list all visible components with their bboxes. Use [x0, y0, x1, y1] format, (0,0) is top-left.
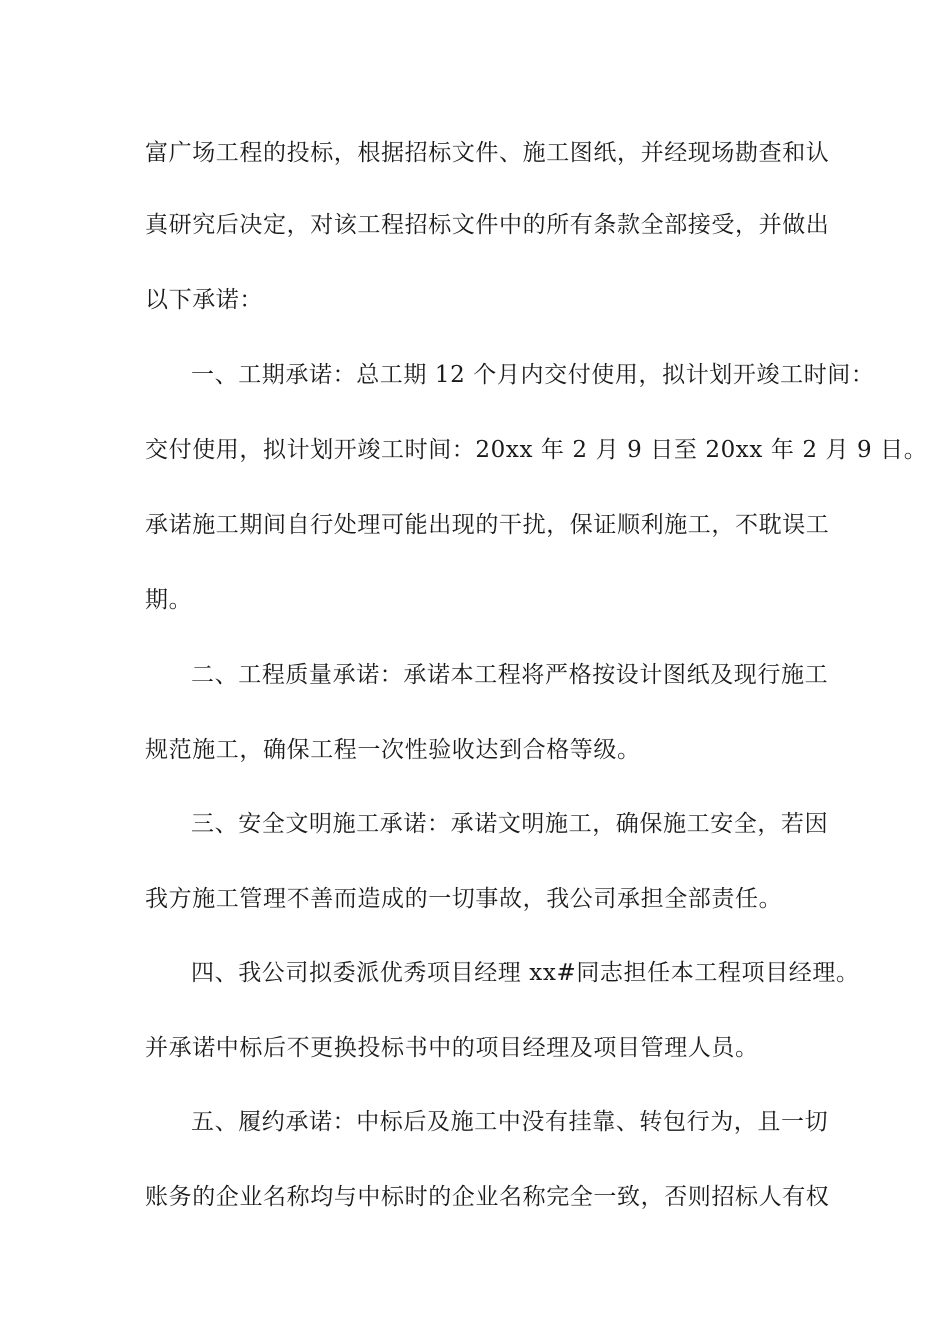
- paragraph-line: 我方施工管理不善而造成的一切事故，我公司承担全部责任。: [145, 886, 783, 912]
- paragraph-line: 富广场工程的投标，根据招标文件、施工图纸，并经现场勘查和认: [145, 140, 830, 166]
- paragraph-line: 并承诺中标后不更换投标书中的项目经理及项目管理人员。: [145, 1035, 759, 1061]
- paragraph-line: 真研究后决定，对该工程招标文件中的所有条款全部接受，并做出: [145, 212, 830, 238]
- paragraph-line: 规范施工，确保工程一次性验收达到合格等级。: [145, 737, 641, 763]
- paragraph-line: 承诺施工期间自行处理可能出现的干扰，保证顺利施工，不耽误工: [145, 512, 830, 538]
- paragraph-line: 四、我公司拟委派优秀项目经理 xx#同志担任本工程项目经理。: [191, 960, 860, 986]
- paragraph-line: 交付使用，拟计划开竣工时间：20xx 年 2 月 9 日至 20xx 年 2 月 9 日。: [145, 437, 928, 463]
- paragraph-line: 一、工期承诺：总工期 12 个月内交付使用，拟计划开竣工时间：: [191, 362, 875, 388]
- paragraph-line: 五、履约承诺：中标后及施工中没有挂靠、转包行为，且一切: [191, 1109, 829, 1135]
- paragraph-line: 二、工程质量承诺：承诺本工程将严格按设计图纸及现行施工: [191, 662, 829, 688]
- paragraph-line: 期。: [145, 587, 193, 613]
- paragraph-line: 三、安全文明施工承诺：承诺文明施工，确保施工安全，若因: [191, 811, 829, 837]
- paragraph-line: 以下承诺：: [145, 287, 263, 313]
- paragraph-line: 账务的企业名称均与中标时的企业名称完全一致，否则招标人有权: [145, 1184, 830, 1210]
